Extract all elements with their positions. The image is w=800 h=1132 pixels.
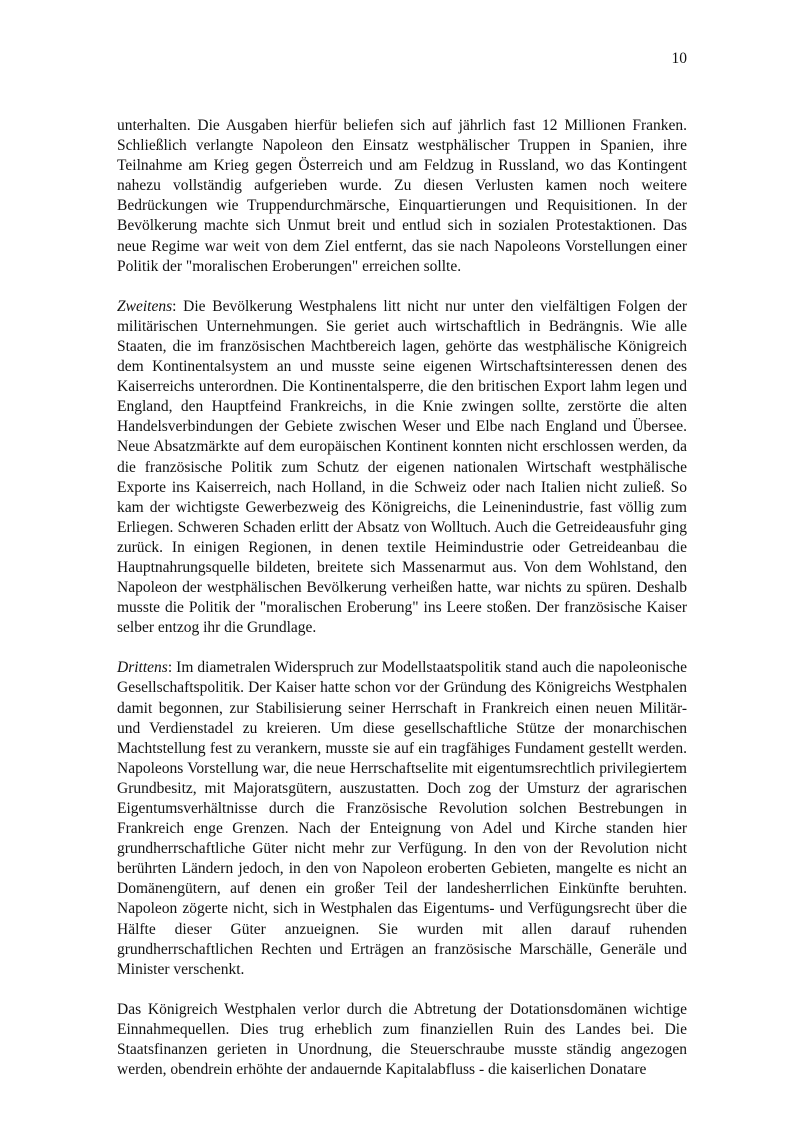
page-number: 10 xyxy=(671,50,687,67)
document-body xyxy=(117,116,687,1080)
paragraph xyxy=(117,116,687,277)
paragraph-text: Das Königreich Westphalen verlor durch die Abtretung der Dotationsdomänen wichtige Einnahmequellen. Dies trug erheblich zum finanziellen Ruin des Landes bei. Die Staatsfinanzen gerieten in Unordnung, die Steuerschraube musste ständig angezogen werden, obendrein erhöhte der andauernde Kapitalabfluss - die kaiserlichen Donatare xyxy=(117,1000,687,1079)
paragraph xyxy=(117,658,687,980)
paragraph-text: unterhalten. Die Ausgaben hierfür beliefen sich auf jährlich fast 12 Millionen Franken. Schließlich verlangte Napoleon den Einsatz westphälischer Truppen in Spanien, ihre Teilnahme am Krieg gegen Österreich und am Feldzug in Russland, wo das Kontingent nahezu vollständig aufgerieben wurde. Zu diesen Verlusten kamen noch weitere Bedrückungen wie Truppendurchmärsche, Einquartierungen und Requisitionen. In der Bevölkerung machte sich Unmut breit und entlud sich in sozialen Protestaktionen. Das neue Regime war weit von dem Ziel entfernt, das sie nach Napoleons Vorstellungen einer Politik der "moralischen Eroberungen" erreichen sollte. xyxy=(117,117,687,275)
paragraph-text: : Im diametralen Widerspruch zur Modellstaatspolitik stand auch die napoleonische Gesellschaftspolitik. Der Kaiser hatte schon vor der Gründung des Königreichs Westphalen damit begonnen, zur Stabilisierung seiner Herrschaft in Frankreich einen neuen Militär- und Verdienstadel zu kreieren. Um diese gesellschaftliche Stütze der monarchischen Machtstellung fest zu verankern, musste sie auf ein tragfähiges Fundament gestellt werden. Napoleons Vorstellung war, die neue Herrschaftselite mit eigentumsrechtlich privilegiertem Grundbesitz, mit Majoratsgütern, auszustatten. Doch zog der Umsturz der agrarischen Eigentumsverhältnisse durch die Französische Revolution solchen Bestrebungen in Frankreich enge Grenzen. Nach der Enteignung von Adel und Kirche standen hier grundherrschaftliche Güter nicht mehr zur Verfügung. In den von der Revolution nicht berührten Ländern jedoch, in den von Napoleon eroberten Gebieten, mangelte es nicht an Domänengütern, auf denen ein großer Teil der landesherrlichen Einkünfte beruhten. Napoleon zögerte nicht, sich in Westphalen das Eigentums- und Verfügungsrecht über die Hälfte dieser Güter anzueignen. Sie wurden mit allen darauf ruhenden grundherrschaftlichen Rechten und Erträgen an französische Marschälle, Generäle und Minister verschenkt. xyxy=(117,659,687,978)
paragraph xyxy=(117,297,687,639)
paragraph xyxy=(117,1000,687,1080)
paragraph-text: : Die Bevölkerung Westphalens litt nicht nur unter den vielfältigen Folgen der militärischen Unternehmungen. Sie geriet auch wirtschaftlich in Bedrängnis. Wie alle Staaten, die im französischen Machtbereich lagen, gehörte das westphälische Königreich dem Kontinentalsystem an und musste seine eigenen Wirtschaftsinteressen denen des Kaiserreichs unterordnen. Die Kontinentalsperre, die den britischen Export lahm legen und England, den Hauptfeind Frankreichs, in die Knie zwingen sollte, zerstörte die alten Handelsverbindungen der Gebiete zwischen Weser und Elbe nach England und Übersee. Neue Absatzmärkte auf dem europäischen Kontinent konnten nicht erschlossen werden, da die französische Politik zum Schutz der eigenen nationalen Wirtschaft westphälische Exporte ins Kaiserreich, nach Holland, in die Schweiz oder nach Italien nicht zuließ. So kam der wichtigste Gewerbezweig des Königreichs, die Leinenindustrie, fast völlig zum Erliegen. Schweren Schaden erlitt der Absatz von Wolltuch. Auch die Getreideausfuhr ging zurück. In einigen Regionen, in denen textile Heimindustrie oder Getreideanbau die Hauptnahrungsquelle bildeten, breitete sich Massenarmut aus. Von dem Wohlstand, den Napoleon der westphälischen Bevölkerung verheißen hatte, war nichts zu spüren. Deshalb musste die Politik der "moralischen Eroberung" ins Leere stoßen. Der französische Kaiser selber entzog ihr die Grundlage. xyxy=(117,297,687,637)
paragraph-lead-word: Drittens xyxy=(117,659,168,677)
paragraph-lead-word: Zweitens xyxy=(117,297,173,315)
